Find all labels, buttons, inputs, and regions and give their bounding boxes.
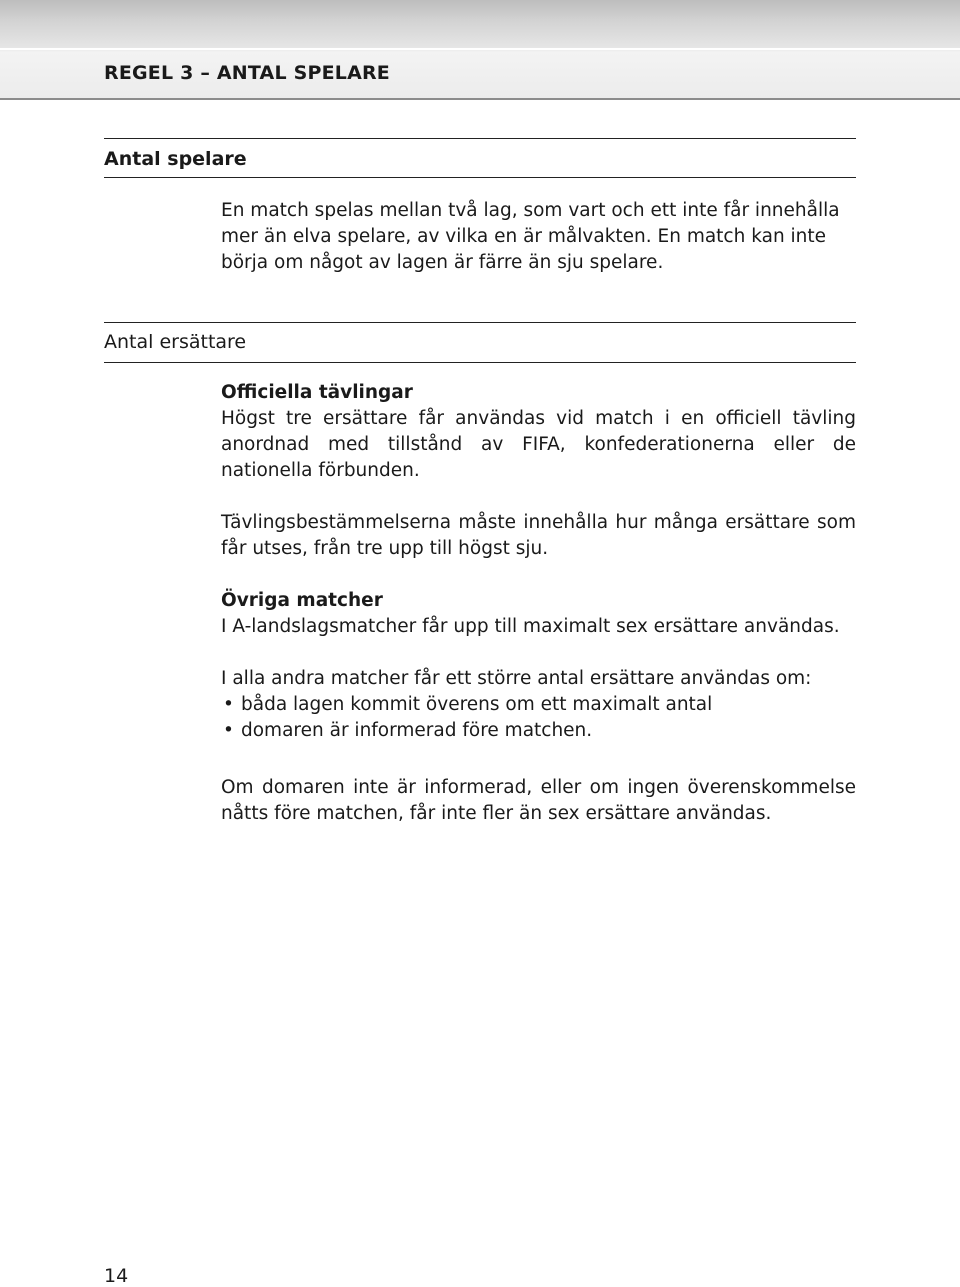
list-item-text: båda lagen kommit överens om ett maximalt antal (241, 694, 713, 715)
subheading-ovriga-matcher: Övriga matcher (221, 590, 383, 611)
paragraph-antal-spelare: En match spelas mellan två lag, som vart och ett inte får innehålla mer än elva spelare, av vilka en är målvakten. En match kan inte börja om något av lagen är färre än sju spelare. (221, 200, 840, 273)
list-item (221, 718, 856, 744)
paragraph-bullets-intro: I alla andra matcher får ett större antal ersättare användas om: (221, 668, 812, 689)
section-title-antal-ersattare: Antal ersättare (104, 331, 247, 353)
header-highlight-line (0, 48, 960, 50)
paragraph-officiella-tavlingar: Högst tre ersättare får användas vid match i en officiell tävling anordnad med tillstånd av FIFA, konfederationerna eller de nationella förbunden. (221, 408, 856, 481)
section-rule-bottom (104, 177, 856, 178)
section-title-antal-spelare: Antal spelare (104, 148, 247, 170)
page-header-title: REGEL 3 – ANTAL SPELARE (104, 62, 390, 84)
bullet-icon: • (223, 720, 234, 741)
paragraph-closing: Om domaren inte är informerad, eller om ingen överenskommelse nåtts före matchen, får inte fler än sex ersättare användas. (221, 777, 856, 824)
paragraph-ovriga-matcher: I A-landslagsmatcher får upp till maximalt sex ersättare användas. (221, 616, 840, 637)
list-item-text: domaren är informerad före matchen. (241, 720, 593, 741)
section-rule-bottom (104, 362, 856, 363)
block-officiella-tavlingar (221, 380, 856, 484)
section-rule-top (104, 322, 856, 323)
subheading-officiella-tavlingar: Officiella tävlingar (221, 382, 413, 403)
page-header-bar (0, 0, 960, 100)
list-item (221, 692, 856, 718)
paragraph-tavlingsbestammelser: Tävlingsbestämmelserna måste innehålla hur många ersättare som får utses, från tre upp till högst sju. (221, 512, 856, 559)
bullet-list (221, 692, 856, 744)
page-number: 14 (104, 1265, 129, 1287)
section-rule-top (104, 138, 856, 139)
block-ovriga-matcher (221, 588, 856, 640)
bullet-icon: • (223, 694, 234, 715)
